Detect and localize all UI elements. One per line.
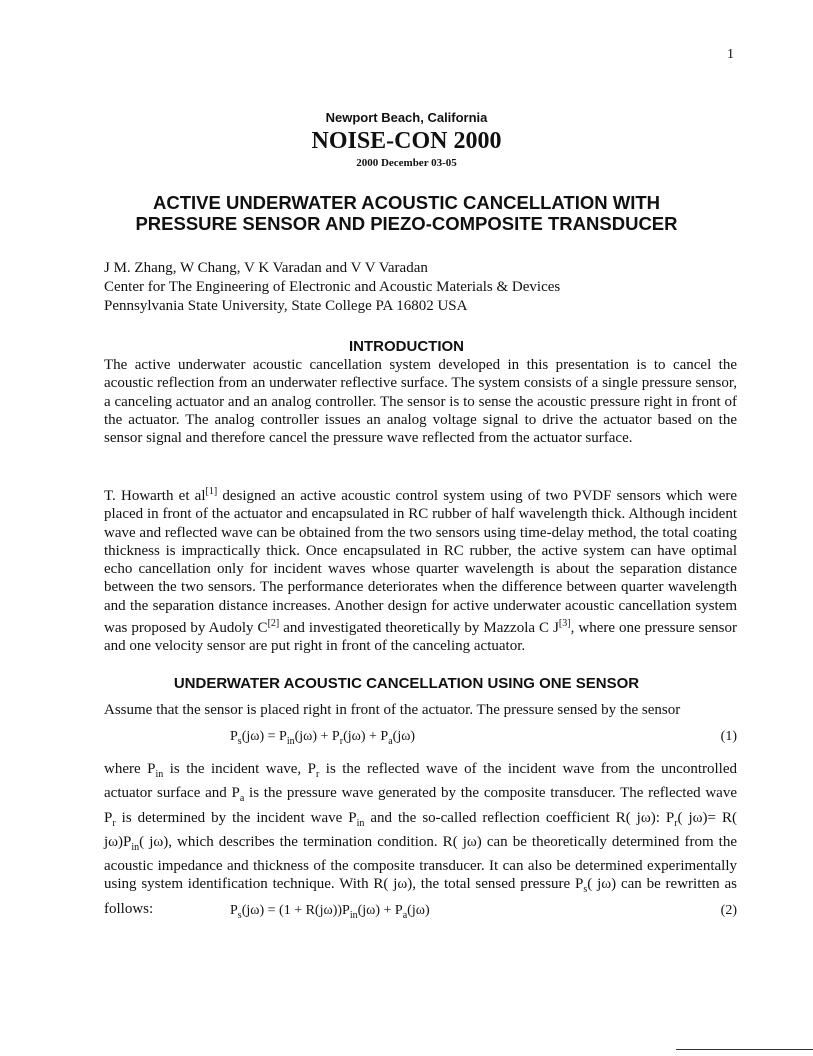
page-number: 1: [727, 47, 734, 62]
intro-p2-c: and investigated theoretically by Mazzola C J: [279, 620, 559, 637]
intro-heading: INTRODUCTION: [349, 338, 464, 355]
section2-paragraph-1: [104, 701, 737, 719]
paper-title: [0, 192, 813, 234]
equation-2-number: (2): [720, 903, 737, 918]
title-line-1: ACTIVE UNDERWATER ACOUSTIC CANCELLATION WITH: [152, 192, 660, 213]
author-block: [104, 259, 560, 316]
equation-1-number: (1): [720, 729, 737, 744]
citation-1: [1]: [205, 486, 218, 497]
conference-dates: 2000 December 03-05: [356, 157, 457, 169]
section2-paragraph-2: where $P_{in}$ is the incident wave, $P_r$ is the reflected wave of the incident wave from the uncontrolled actuator surface and $P_a$ is the pressure wave generated by the composite transducer. The reflected wave $P_r$ is determined by the incident wave $P_{in}$ and the so-called reflection coefficient R( jω): $P_r$( jω)= R( $j\omega)P_{in}$( jω), which describes the termination condition. R( jω) can be theoretically determined from the acoustic impedance and thickness of the composite transducer. It can also be determined experimentally using system identification technique. With R( jω), the total sensed pressure $P_s$( jω) can be rewritten as follows:: [104, 761, 737, 917]
equation-2-formula: $P_s(j\omega) = (1 + R(j\omega))P_{in}(j\omega) + P_a(j\omega)$: [230, 903, 430, 921]
conference-name: NOISE-CON 2000: [311, 128, 502, 154]
section2-heading: UNDERWATER ACOUSTIC CANCELLATION USING ONE SENSOR: [173, 675, 640, 692]
venue-line: Newport Beach, California: [325, 110, 488, 125]
section2-p1-text: Assume that the sensor is placed right in front of the actuator. The pressure sensed by the sensor: [104, 702, 681, 718]
title-line-2: PRESSURE SENSOR AND PIEZO-COMPOSITE TRANSDUCER: [135, 213, 678, 234]
authors: J M. Zhang, W Chang, V K Varadan and V V Varadan: [104, 260, 428, 276]
intro-paragraph-2: [104, 483, 737, 656]
intro-paragraph-1: [104, 356, 737, 447]
affiliation-line-1: Center for The Engineering of Electronic and Acoustic Materials & Devices: [104, 279, 561, 295]
citation-2: [2]: [267, 618, 280, 630]
intro-p2-b: designed an active acoustic control system using of two PVDF sensors which were placed in front of the actuator and encapsulated in RC rubber of half wavelength thick. Although incident wave and reflected wave can be obtained from the two sensors using time-delay method, the total coating thickness is impractically thick. Once encapsulated in RC rubber, the active system can have optimal echo cancellation only for incident waves whose quarter wavelength is about the separation distance between the two sensors. The performance deteriorates when the difference between quarter wavelength and the separation distance increases. Another design for active underwater acoustic cancellation system was proposed by Audoly C: [104, 488, 737, 637]
equation-2: [230, 903, 737, 921]
equation-1-formula: $P_s(j\omega) = P_{in}(j\omega) + P_r(j\omega) + P_a(j\omega)$: [230, 729, 416, 747]
affiliation-line-2: Pennsylvania State University, State College PA 16802 USA: [104, 298, 468, 314]
intro-p2-d: , where one pressure sensor and one velocity sensor are put right in front of the canceling actuator.: [104, 620, 738, 655]
citation-3: [3]: [558, 618, 571, 630]
equation-1: [230, 729, 737, 747]
intro-p2-a: T. Howarth et al: [104, 488, 206, 504]
footer-rule: [676, 1049, 813, 1050]
intro-p1-text: The active underwater acoustic cancellation system developed in this presentation is to cancel the acoustic reflection from an underwater reflective surface. The system consists of a single pressure sensor, a canceling actuator and an analog controller. The sensor is to sense the acoustic pressure right in front of the actuator. The analog controller issues an analog voltage signal to drive the actuator based on the sensor signal and therefore cancel the pressure wave reflected from the actuator surface.: [104, 357, 737, 447]
